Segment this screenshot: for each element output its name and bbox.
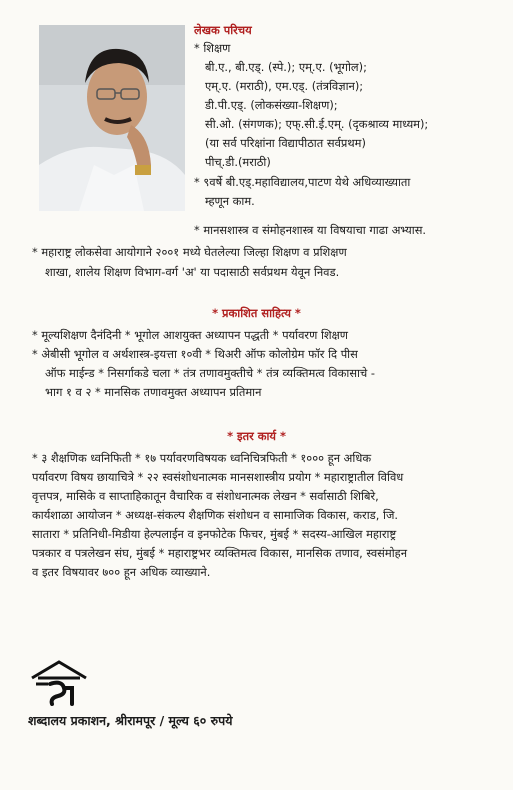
education-line: एम्.ए. (मराठी), एम.एड्. (तंत्रविज्ञान); [205,79,364,93]
education-label: * शिक्षण [194,41,231,55]
publisher-logo-icon [28,658,90,706]
published-heading: * प्रकाशित साहित्य * [212,306,301,320]
author-photo [39,25,185,211]
publisher-price-line: शब्दालय प्रकाशन, श्रीरामपूर / मूल्य ६० रुपये [28,713,233,728]
other-work-line: वृत्तपत्र, मासिके व साप्ताहिकातून वैचारिक व संशोधनात्मक लेखन * सर्वासाठी शिबिरे, [32,489,379,503]
mpsc-line: शाखा, शालेय शिक्षण विभाग-वर्ग 'अ' या पदासाठी सर्वप्रथम येवून निवड. [45,265,340,279]
other-work-line: व इतर विषयावर ७०० हून अधिक व्याख्याने. [32,565,211,579]
published-line: * अेबीसी भूगोल व अर्थशास्त्र-इयत्ता १०वी * थिअरी ऑफ कोलोग्रेम फॉर दि पीस [32,347,358,361]
education-line: सी.ओ. (संगणक); एफ्.सी.ई.एम्. (दृकश्राव्य माध्यम); [205,117,429,131]
career-line: म्हणून काम. [205,194,255,208]
study-line: * मानसशास्त्र व संमोहनशास्त्र या विषयाचा गाढा अभ्यास. [194,223,427,237]
education-line: डी.पी.एड्. (लोकसंख्या-शिक्षण); [205,98,338,112]
other-work-line: सातारा * प्रतिनिधी-मिडीया हेल्पलाईन व इनफोटेक फिचर, मुंबई * सदस्य-आखिल महाराष्ट्र [32,527,397,541]
other-work-line: * ३ शैक्षणिक ध्वनिफिती * १७ पर्यावरणविषयक ध्वनिचित्रफिती * १००० हून अधिक [32,451,372,465]
published-line: * मूल्यशिक्षण दैनंदिनी * भूगोल आशयुक्त अध्यापन पद्धती * पर्यावरण शिक्षण [32,328,349,342]
mpsc-line: * महाराष्ट्र लोकसेवा आयोगाने २००१ मध्ये घेतलेल्या जिल्हा शिक्षण व प्रशिक्षण [32,245,347,259]
published-line: भाग १ व २ * मानसिक तणावमुक्त अध्यापन प्रतिमान [45,385,262,399]
other-work-heading: * इतर कार्य * [227,429,286,443]
author-intro-heading: लेखक परिचय [194,23,252,37]
published-line: ऑफ माईन्ड * निसर्गाकडे चला * तंत्र तणावमुक्तीचे * तंत्र व्यक्तिमत्व विकासाचे - [45,366,375,380]
education-line: बी.ए., बी.एड्. (स्पे.); एम्.ए. (भूगोल); [205,60,367,74]
other-work-line: पत्रकार व पत्रलेखन संघ, मुंबई * महाराष्ट्रभर व्यक्तिमत्व विकास, मानसिक तणाव, स्वसंमोहन [32,546,408,560]
other-work-line: पर्यावरण विषय छायाचित्रे * २२ स्वसंशोधनात्मक मानसशास्त्रीय प्रयोग * महाराष्ट्रातील विविध [32,470,404,484]
other-work-line: कार्यशाळा आयोजन * अध्यक्ष-संकल्प शैक्षणिक संशोधन व सामाजिक विकास, कराड, जि. [32,508,399,522]
education-line: (या सर्व परिक्षांना विद्यापीठात सर्वप्रथम) [205,136,366,150]
education-line: पीच्.डी.(मराठी) [205,155,271,169]
career-line: * ९वर्षे बी.एड्.महाविद्यालय,पाटण येथे अधिव्याख्याता [194,175,411,189]
